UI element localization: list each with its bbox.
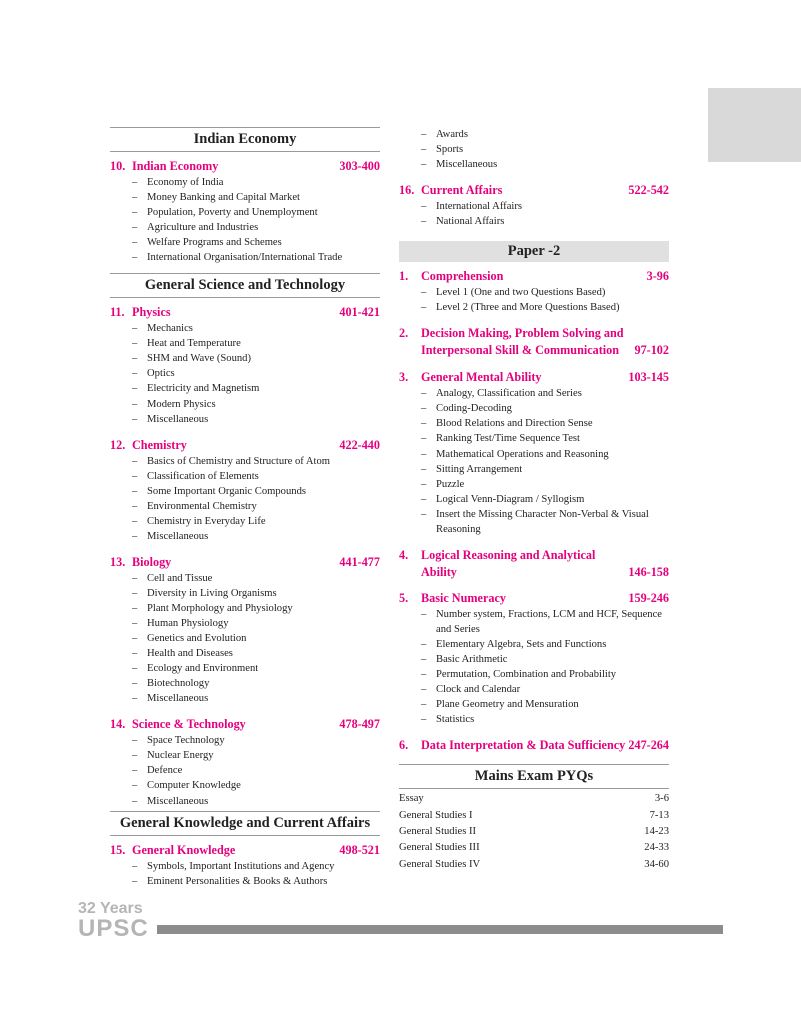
topic-text: Ranking Test/Time Sequence Test (436, 433, 580, 445)
topic-text: Eminent Personalities & Books & Authors (147, 875, 328, 887)
dash-bullet: – (421, 129, 427, 140)
topic-item (421, 447, 669, 462)
dash-bullet: – (132, 735, 138, 747)
topic-item (421, 157, 669, 172)
dash-bullet: – (132, 323, 138, 335)
topic-text: Some Important Organic Compounds (147, 485, 306, 497)
topic-item (132, 484, 380, 499)
chapter-heading[interactable] (110, 437, 380, 454)
dash-bullet: – (132, 765, 138, 777)
brand-logo (78, 901, 149, 941)
topic-item (421, 507, 669, 537)
topic-text: Blood Relations and Direction Sense (436, 418, 593, 430)
chapter-pages: 247-264 (628, 738, 669, 753)
chapter-heading[interactable] (110, 842, 380, 859)
topic-text: Optics (147, 368, 175, 380)
chapter-pages: 97-102 (634, 343, 669, 358)
topic-text: Human Physiology (147, 618, 229, 630)
topic-text: Modern Physics (147, 398, 216, 410)
topic-item (132, 529, 380, 544)
topic-text: Analogy, Classification and Series (436, 388, 582, 400)
topic-text: Level 2 (Three and More Questions Based) (436, 302, 620, 314)
topic-text: Health and Diseases (147, 648, 233, 660)
topic-text: SHM and Wave (Sound) (147, 353, 251, 365)
chapter-number: 2. (399, 326, 409, 341)
topic-text: Classification of Elements (147, 470, 259, 482)
dash-bullet: – (132, 455, 138, 467)
topic-item (421, 431, 669, 446)
mains-pyq-row[interactable] (399, 840, 669, 856)
mains-pyq-pages: 14-23 (644, 825, 669, 837)
chapter-title: Comprehension (421, 269, 504, 284)
dash-bullet: – (421, 638, 427, 650)
dash-bullet: – (421, 668, 427, 680)
dash-bullet: – (132, 693, 138, 705)
topic-item (132, 571, 380, 586)
topic-text: Sports (436, 144, 464, 156)
chapter-pages: 401-421 (339, 305, 380, 320)
topic-item (132, 321, 380, 336)
mains-pyq-label: General Studies II (399, 825, 477, 837)
chapter-heading[interactable] (399, 268, 669, 285)
left-column (110, 127, 380, 897)
topic-item (132, 175, 380, 190)
topic-text: Chemistry in Everyday Life (147, 515, 266, 527)
chapter-number: 10. (110, 159, 126, 173)
topic-item (132, 366, 380, 381)
topic-text: Population, Poverty and Unemployment (147, 207, 318, 219)
mains-pyq-label: General Studies III (399, 842, 480, 854)
section-heading-paper-2: Paper -2 (399, 241, 669, 262)
topic-text: Sitting Arrangement (436, 463, 523, 475)
mains-pyq-label: Essay (399, 793, 424, 805)
topic-text: Plane Geometry and Mensuration (436, 699, 579, 711)
topic-text: Computer Knowledge (147, 780, 241, 792)
chapter-title-line2: Ability (421, 564, 457, 579)
topic-item (421, 667, 669, 682)
topic-text: Permutation, Combination and Probability (436, 668, 617, 680)
chapter-number: 12. (110, 437, 126, 452)
topic-item (132, 794, 380, 809)
chapter-pages: 303-400 (339, 159, 380, 173)
dash-bullet: – (132, 633, 138, 645)
topic-item (421, 300, 669, 315)
dash-bullet: – (421, 478, 427, 490)
topic-item (132, 874, 380, 889)
topic-text: Elementary Algebra, Sets and Functions (436, 638, 607, 650)
topic-list-continued (399, 127, 669, 172)
topic-text: Coding-Decoding (436, 403, 512, 415)
topic-item (421, 199, 669, 214)
topic-text: Miscellaneous (147, 530, 209, 542)
chapter-number: 13. (110, 554, 126, 569)
topic-text: Mechanics (147, 323, 193, 335)
topic-text: Cell and Tissue (147, 572, 213, 584)
topic-item (132, 748, 380, 763)
topic-item (132, 859, 380, 874)
topic-text: Number system, Fractions, LCM and HCF, Sequence and Series (436, 608, 663, 635)
dash-bullet: – (132, 353, 138, 365)
dash-bullet: – (132, 485, 138, 497)
dash-bullet: – (421, 699, 427, 711)
dash-bullet: – (421, 287, 427, 299)
topic-text: Space Technology (147, 735, 225, 747)
chapter-title: Logical Reasoning and Analytical (421, 547, 596, 562)
topic-text: Awards (436, 129, 468, 140)
dash-bullet: – (421, 433, 427, 445)
chapter-title: Basic Numeracy (421, 590, 506, 605)
mains-pyq-row[interactable] (399, 857, 669, 873)
dash-bullet: – (132, 252, 138, 264)
dash-bullet: – (132, 222, 138, 234)
dash-bullet: – (421, 144, 427, 156)
topic-list (110, 733, 380, 808)
topic-item (132, 205, 380, 220)
chapter-heading[interactable] (110, 304, 380, 321)
brand-years: 32 Years (78, 900, 143, 917)
topic-text: Level 1 (One and two Questions Based) (436, 287, 606, 299)
topic-list (399, 386, 669, 536)
topic-text: Logical Venn-Diagram / Syllogism (436, 493, 585, 505)
chapter-pages: 478-497 (339, 717, 380, 732)
chapter-heading[interactable] (399, 737, 669, 754)
dash-bullet: – (132, 383, 138, 395)
topic-text: Nuclear Energy (147, 750, 214, 762)
topic-text: Clock and Calendar (436, 684, 521, 696)
mains-pyq-label: General Studies IV (399, 858, 481, 870)
chapter-heading[interactable] (399, 325, 669, 359)
dash-bullet: – (132, 780, 138, 792)
topic-text: Electricity and Magnetism (147, 383, 260, 395)
chapter-heading[interactable] (399, 369, 669, 386)
chapter-pages: 146-158 (628, 564, 669, 579)
section-heading-general-knowledge: General Knowledge and Current Affairs (110, 811, 380, 836)
chapter-heading[interactable] (110, 716, 380, 733)
dash-bullet: – (421, 159, 427, 171)
topic-item (132, 499, 380, 514)
topic-text: International Affairs (436, 201, 522, 213)
chapter-title: Biology (132, 554, 172, 569)
topic-text: Diversity in Living Organisms (147, 587, 277, 599)
topic-item (421, 285, 669, 300)
topic-text: Defence (147, 765, 183, 777)
chapter-heading[interactable] (399, 547, 669, 581)
dash-bullet: – (132, 207, 138, 219)
topic-item (132, 586, 380, 601)
topic-text: Puzzle (436, 478, 465, 490)
topic-text: Miscellaneous (147, 693, 209, 705)
dash-bullet: – (421, 684, 427, 696)
topic-text: Agriculture and Industries (147, 222, 259, 234)
topic-item (132, 250, 380, 265)
dash-bullet: – (421, 302, 427, 314)
dash-bullet: – (421, 388, 427, 400)
mains-pyq-pages: 7-13 (649, 809, 669, 821)
dash-bullet: – (132, 572, 138, 584)
chapter-number: 1. (399, 269, 409, 284)
chapter-title: Data Interpretation & Data Sufficiency (421, 738, 626, 753)
topic-text: Basic Arithmetic (436, 653, 508, 665)
topic-item (421, 127, 669, 142)
mains-pyq-row[interactable] (399, 824, 669, 840)
section-heading-mains-pyqs: Mains Exam PYQs (399, 764, 669, 789)
topic-text: Economy of India (147, 177, 224, 188)
chapter-number: 6. (399, 738, 409, 753)
chapter-title: Decision Making, Problem Solving and (421, 326, 624, 341)
topic-list (110, 571, 380, 706)
brand-name: UPSC (78, 915, 149, 942)
chapter-heading[interactable] (110, 158, 380, 175)
topic-text: Genetics and Evolution (147, 633, 247, 645)
dash-bullet: – (132, 875, 138, 887)
topic-text: Environmental Chemistry (147, 500, 257, 512)
topic-list (110, 859, 380, 889)
topic-text: Miscellaneous (147, 413, 209, 425)
dash-bullet: – (132, 515, 138, 527)
chapter-title: General Mental Ability (421, 370, 542, 385)
topic-text: National Affairs (436, 216, 505, 228)
topic-item (132, 646, 380, 661)
topic-list (399, 285, 669, 315)
dash-bullet: – (421, 418, 427, 430)
dash-bullet: – (132, 398, 138, 410)
topic-item (132, 676, 380, 691)
dash-bullet: – (132, 648, 138, 660)
dash-bullet: – (421, 201, 427, 213)
topic-item (132, 190, 380, 205)
dash-bullet: – (132, 237, 138, 249)
topic-text: Plant Morphology and Physiology (147, 602, 293, 614)
mains-pyq-list (399, 791, 669, 873)
chapter-number: 5. (399, 590, 409, 605)
dash-bullet: – (132, 795, 138, 807)
dash-bullet: – (421, 216, 427, 228)
topic-item (421, 386, 669, 401)
dash-bullet: – (132, 860, 138, 872)
topic-item (132, 661, 380, 676)
chapter-pages: 3-96 (646, 269, 669, 284)
mains-pyq-pages: 34-60 (644, 858, 669, 870)
chapter-title: Science & Technology (132, 717, 246, 732)
topic-item (132, 763, 380, 778)
dash-bullet: – (421, 653, 427, 665)
topic-item (421, 492, 669, 507)
topic-text: Symbols, Important Institutions and Agency (147, 860, 335, 872)
chapter-number: 4. (399, 547, 409, 562)
topic-item (421, 697, 669, 712)
chapter-pages: 441-477 (339, 554, 380, 569)
topic-item (421, 652, 669, 667)
topic-list (110, 454, 380, 544)
topic-item (421, 462, 669, 477)
topic-item (421, 712, 669, 727)
topic-item (132, 412, 380, 427)
chapter-pages: 498-521 (339, 842, 380, 857)
dash-bullet: – (132, 470, 138, 482)
dash-bullet: – (421, 508, 427, 520)
topic-item (421, 682, 669, 697)
chapter-heading[interactable] (399, 590, 669, 607)
chapter-heading[interactable] (399, 182, 669, 199)
dash-bullet: – (132, 192, 138, 204)
topic-item (132, 336, 380, 351)
dash-bullet: – (421, 493, 427, 505)
chapter-title: General Knowledge (132, 842, 236, 857)
mains-pyq-label: General Studies I (399, 809, 473, 821)
dash-bullet: – (132, 177, 138, 188)
dash-bullet: – (132, 368, 138, 380)
dash-bullet: – (421, 608, 427, 620)
chapter-title: Current Affairs (421, 183, 503, 198)
topic-list (399, 607, 669, 727)
chapter-title: Indian Economy (132, 159, 219, 173)
dash-bullet: – (421, 463, 427, 475)
topic-list (399, 199, 669, 229)
chapter-pages: 522-542 (628, 183, 669, 198)
dash-bullet: – (421, 403, 427, 415)
dash-bullet: – (421, 448, 427, 460)
chapter-title-line2: Interpersonal Skill & Communication (421, 343, 620, 358)
dash-bullet: – (421, 714, 427, 726)
topic-text: Ecology and Environment (147, 663, 259, 675)
topic-item (132, 235, 380, 250)
topic-item (132, 397, 380, 412)
topic-text: Statistics (436, 714, 475, 726)
dash-bullet: – (132, 530, 138, 542)
topic-text: Heat and Temperature (147, 338, 241, 350)
topic-item (421, 416, 669, 431)
mains-pyq-row[interactable] (399, 808, 669, 824)
chapter-pages: 159-246 (628, 590, 669, 605)
topic-item (132, 469, 380, 484)
section-heading-general-science: General Science and Technology (110, 273, 380, 298)
mains-pyq-pages: 3-6 (654, 793, 669, 805)
mains-pyq-pages: 24-33 (644, 842, 669, 854)
topic-item (421, 214, 669, 229)
chapter-number: 3. (399, 370, 409, 385)
page-tab-marker (708, 88, 801, 162)
chapter-number: 15. (110, 842, 126, 857)
dash-bullet: – (132, 500, 138, 512)
topic-item (421, 142, 669, 157)
topic-text: Miscellaneous (436, 159, 498, 171)
topic-list (110, 175, 380, 265)
chapter-number: 14. (110, 717, 126, 732)
chapter-number: 16. (399, 183, 415, 198)
chapter-pages: 422-440 (339, 437, 380, 452)
topic-item (132, 733, 380, 748)
topic-text: Biotechnology (147, 678, 210, 690)
topic-item (132, 616, 380, 631)
chapter-heading[interactable] (110, 554, 380, 571)
topic-text: Insert the Missing Character Non-Verbal & Visual Reasoning (436, 508, 649, 535)
chapter-pages: 103-145 (628, 370, 669, 385)
topic-text: Miscellaneous (147, 795, 209, 807)
topic-text: Mathematical Operations and Reasoning (436, 448, 609, 460)
dash-bullet: – (132, 413, 138, 425)
topic-item (421, 401, 669, 416)
dash-bullet: – (132, 587, 138, 599)
chapter-title: Physics (132, 305, 171, 320)
section-heading-indian-economy: Indian Economy (110, 127, 380, 152)
topic-text: Money Banking and Capital Market (147, 192, 300, 204)
topic-item (132, 778, 380, 793)
topic-item (421, 607, 669, 637)
topic-item (132, 381, 380, 396)
topic-item (132, 601, 380, 616)
topic-text: Basics of Chemistry and Structure of Atom (147, 455, 331, 467)
right-column (399, 127, 669, 873)
chapter-number: 11. (110, 305, 125, 320)
topic-item (132, 631, 380, 646)
dash-bullet: – (132, 618, 138, 630)
dash-bullet: – (132, 338, 138, 350)
chapter-title: Chemistry (132, 437, 187, 452)
topic-text: International Organisation/International Trade (147, 252, 343, 264)
topic-item (132, 220, 380, 235)
topic-item (132, 351, 380, 366)
dash-bullet: – (132, 663, 138, 675)
topic-item (132, 691, 380, 706)
topic-text: Welfare Programs and Schemes (147, 237, 282, 249)
footer-bar (157, 925, 723, 934)
dash-bullet: – (132, 602, 138, 614)
topic-item (421, 637, 669, 652)
topic-item (132, 514, 380, 529)
topic-item (132, 454, 380, 469)
topic-list (110, 321, 380, 426)
dash-bullet: – (132, 678, 138, 690)
topic-item (421, 477, 669, 492)
mains-pyq-row[interactable] (399, 791, 669, 807)
dash-bullet: – (132, 750, 138, 762)
